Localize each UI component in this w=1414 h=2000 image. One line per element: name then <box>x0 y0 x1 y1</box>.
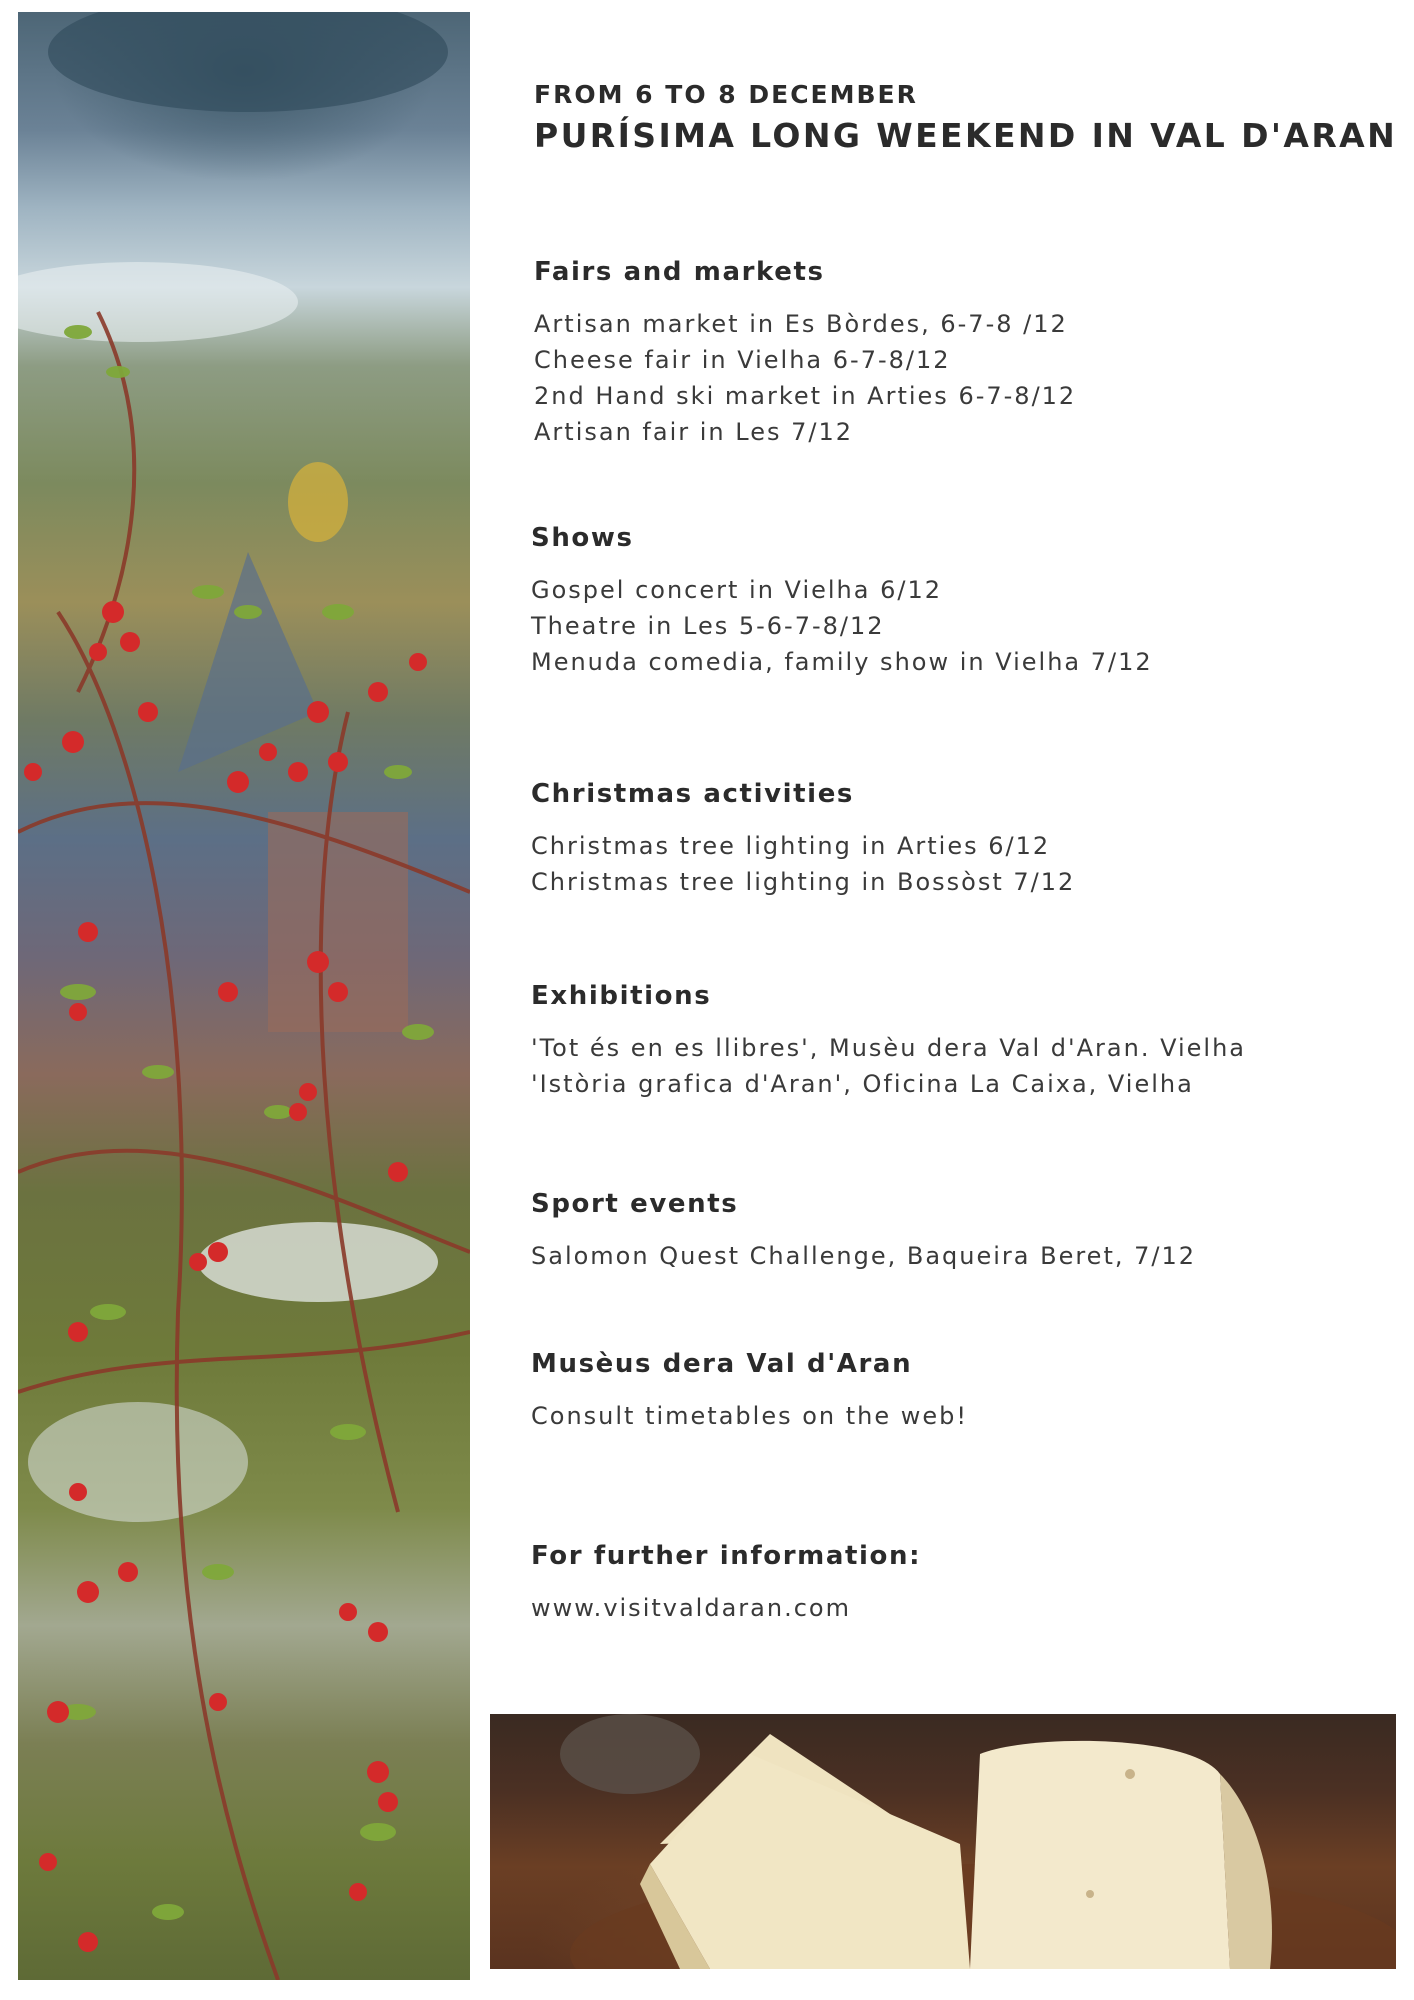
item-list <box>531 1030 1246 1102</box>
item-list <box>534 306 1076 450</box>
page-header <box>534 80 1397 156</box>
website-link[interactable]: www.visitvaldaran.com <box>531 1594 851 1622</box>
section-exhibitions <box>531 980 1246 1102</box>
list-item: Christmas tree lighting in Arties 6/12 <box>531 832 1051 860</box>
item-list <box>531 572 1153 680</box>
cheese-photo <box>490 1714 1396 1969</box>
section-heading: Sport events <box>531 1189 739 1219</box>
section-heading: Exhibitions <box>531 981 712 1011</box>
page-title: PURÍSIMA LONG WEEKEND IN VAL D'ARAN <box>534 116 1398 155</box>
section-heading: Shows <box>531 523 634 553</box>
section-christmas-activities <box>531 778 1075 900</box>
section-further-information <box>531 1540 921 1626</box>
section-heading: For further information: <box>531 1541 922 1571</box>
section-heading: Fairs and markets <box>534 257 825 287</box>
list-item: 'Istòria grafica d'Aran', Oficina La Caixa, Vielha <box>531 1070 1194 1098</box>
list-item: Artisan fair in Les 7/12 <box>534 418 853 446</box>
section-heading: Christmas activities <box>531 779 855 809</box>
section-heading: Musèus dera Val d'Aran <box>531 1349 913 1379</box>
list-item: 2nd Hand ski market in Arties 6-7-8/12 <box>534 382 1077 410</box>
list-item: Consult timetables on the web! <box>531 1402 969 1430</box>
date-range: FROM 6 TO 8 DECEMBER <box>534 80 918 109</box>
section-fairs-and-markets <box>534 256 1076 450</box>
list-item: Menuda comedia, family show in Vielha 7/12 <box>531 648 1153 676</box>
rosehip-photo-art <box>18 12 470 1980</box>
rosehip-photo <box>18 12 470 1980</box>
section-sport-events <box>531 1188 1196 1274</box>
list-item: Christmas tree lighting in Bossòst 7/12 <box>531 868 1076 896</box>
list-item: Cheese fair in Vielha 6-7-8/12 <box>534 346 951 374</box>
list-item: Theatre in Les 5-6-7-8/12 <box>531 612 885 640</box>
section-museus <box>531 1348 968 1434</box>
section-shows <box>531 522 1153 680</box>
item-list <box>531 1238 1196 1274</box>
cheese-photo-art <box>490 1714 1396 1969</box>
list-item: Salomon Quest Challenge, Baqueira Beret, 7/12 <box>531 1242 1197 1270</box>
list-item: Gospel concert in Vielha 6/12 <box>531 576 942 604</box>
item-list <box>531 828 1075 900</box>
item-list <box>531 1398 968 1434</box>
list-item: 'Tot és en es llibres', Musèu dera Val d'Aran. Vielha <box>531 1034 1246 1062</box>
list-item: Artisan market in Es Bòrdes, 6-7-8 /12 <box>534 310 1068 338</box>
item-list <box>531 1590 921 1626</box>
